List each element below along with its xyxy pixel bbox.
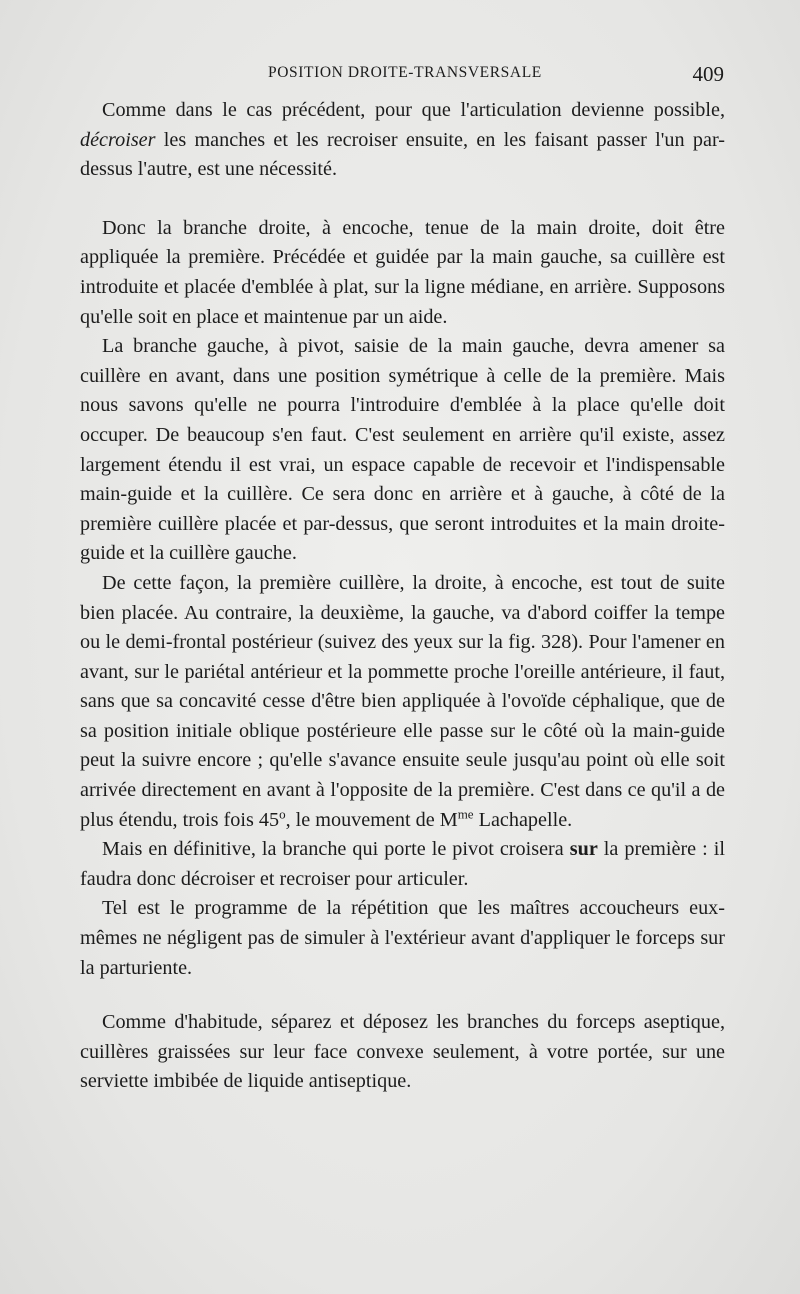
paragraph-1-text-a: Comme dans le cas précédent, pour que l'articulation devienne possible, bbox=[102, 99, 725, 121]
paragraph-1-text-b: les manches et les recroiser ensuite, en les faisant passer l'un par-dessus l'autre, est une nécessité. bbox=[80, 128, 725, 181]
bold-word: sur bbox=[569, 838, 598, 861]
paragraph-gap bbox=[80, 185, 725, 214]
paragraph-6: Tel est le programme de la répétition que les maîtres accoucheurs eux-mêmes ne négligent pas de simuler à l'extérieur avant d'appliquer le forceps sur la parturiente. bbox=[80, 897, 725, 979]
degree-superscript: o bbox=[279, 805, 286, 821]
paragraph-5-text-b: la première : il faudra donc décroiser et recroiser pour articuler. bbox=[80, 838, 725, 890]
running-title: POSITION DROITE-TRANSVERSALE bbox=[268, 64, 542, 81]
paragraph-2: Donc la branche droite, à encoche, tenue de la main droite, doit être appliquée la première. Précédée et guidée par la main gauche, sa cuillère est introduite et placée d'emblée à plat, sur la ligne médiane, en arrière. Supposons qu'elle soit en place et maintenue par un aide. bbox=[80, 216, 725, 328]
paragraph-1 bbox=[80, 96, 725, 185]
paragraph-7: Comme d'habitude, séparez et déposez les branches du forceps aseptique, cuillères graissées sur leur face convexe seulement, à votre portée, sur une serviette imbibée de liquide antiseptique. bbox=[80, 1011, 725, 1093]
page-number: 409 bbox=[692, 62, 724, 86]
paragraph-3: La branche gauche, à pivot, saisie de la main gauche, devra amener sa cuillère en avant, dans une position symétrique à celle de la première. Mais nous savons qu'elle ne pourra l'introduire d'emblée à la place qu'elle doit occuper. De beaucoup s'en faut. C'est seulement en arrière qu'il existe, assez largement étendu il est vrai, un espace capable de recevoir et l'indispensable main-guide et la cuillère. Ce sera donc en arrière et à gauche, à côté de la première cuillère placée et par-dessus, que seront introduites et la main droite-guide et la cuillère gauche. bbox=[80, 335, 725, 565]
page-header bbox=[80, 62, 730, 92]
body-text bbox=[80, 96, 725, 1097]
paragraph-5-text-a: Mais en définitive, la branche qui porte le pivot croisera bbox=[102, 838, 570, 861]
paragraph-gap bbox=[80, 983, 725, 1008]
paragraph-4-text-a: De cette façon, la première cuillère, la droite, à encoche, est tout de suite bien placée. Au contraire, la deuxième, la gauche, va d'abord coiffer la tempe ou le demi-frontal postérieur (suivez des yeux sur la fig. 328). Pour l'amener en avant, sur le pariétal antérieur et la pommette proche l'oreille antérieure, il faut, sans que sa concavité cesse d'être bien appliquée à l'ovoïde céphalique, que de sa position initiale oblique postérieure elle passe sur le côté où la main-guide peut la suivre encore ; qu'elle s'avance ensuite seule jusqu'au point où elle soit arrivée directement en avant à l'opposite de la première. C'est dans ce qu'il a de plus étendu, trois fois 45 bbox=[80, 571, 725, 831]
paragraph-5 bbox=[80, 835, 725, 894]
paragraph-4 bbox=[80, 569, 725, 835]
paragraph-4-text-c: Lachapelle. bbox=[473, 808, 573, 831]
paragraph-4-text-b: , le mouvement de M bbox=[285, 808, 458, 831]
madame-superscript: me bbox=[457, 805, 474, 821]
italic-term: décroiser bbox=[80, 128, 156, 151]
